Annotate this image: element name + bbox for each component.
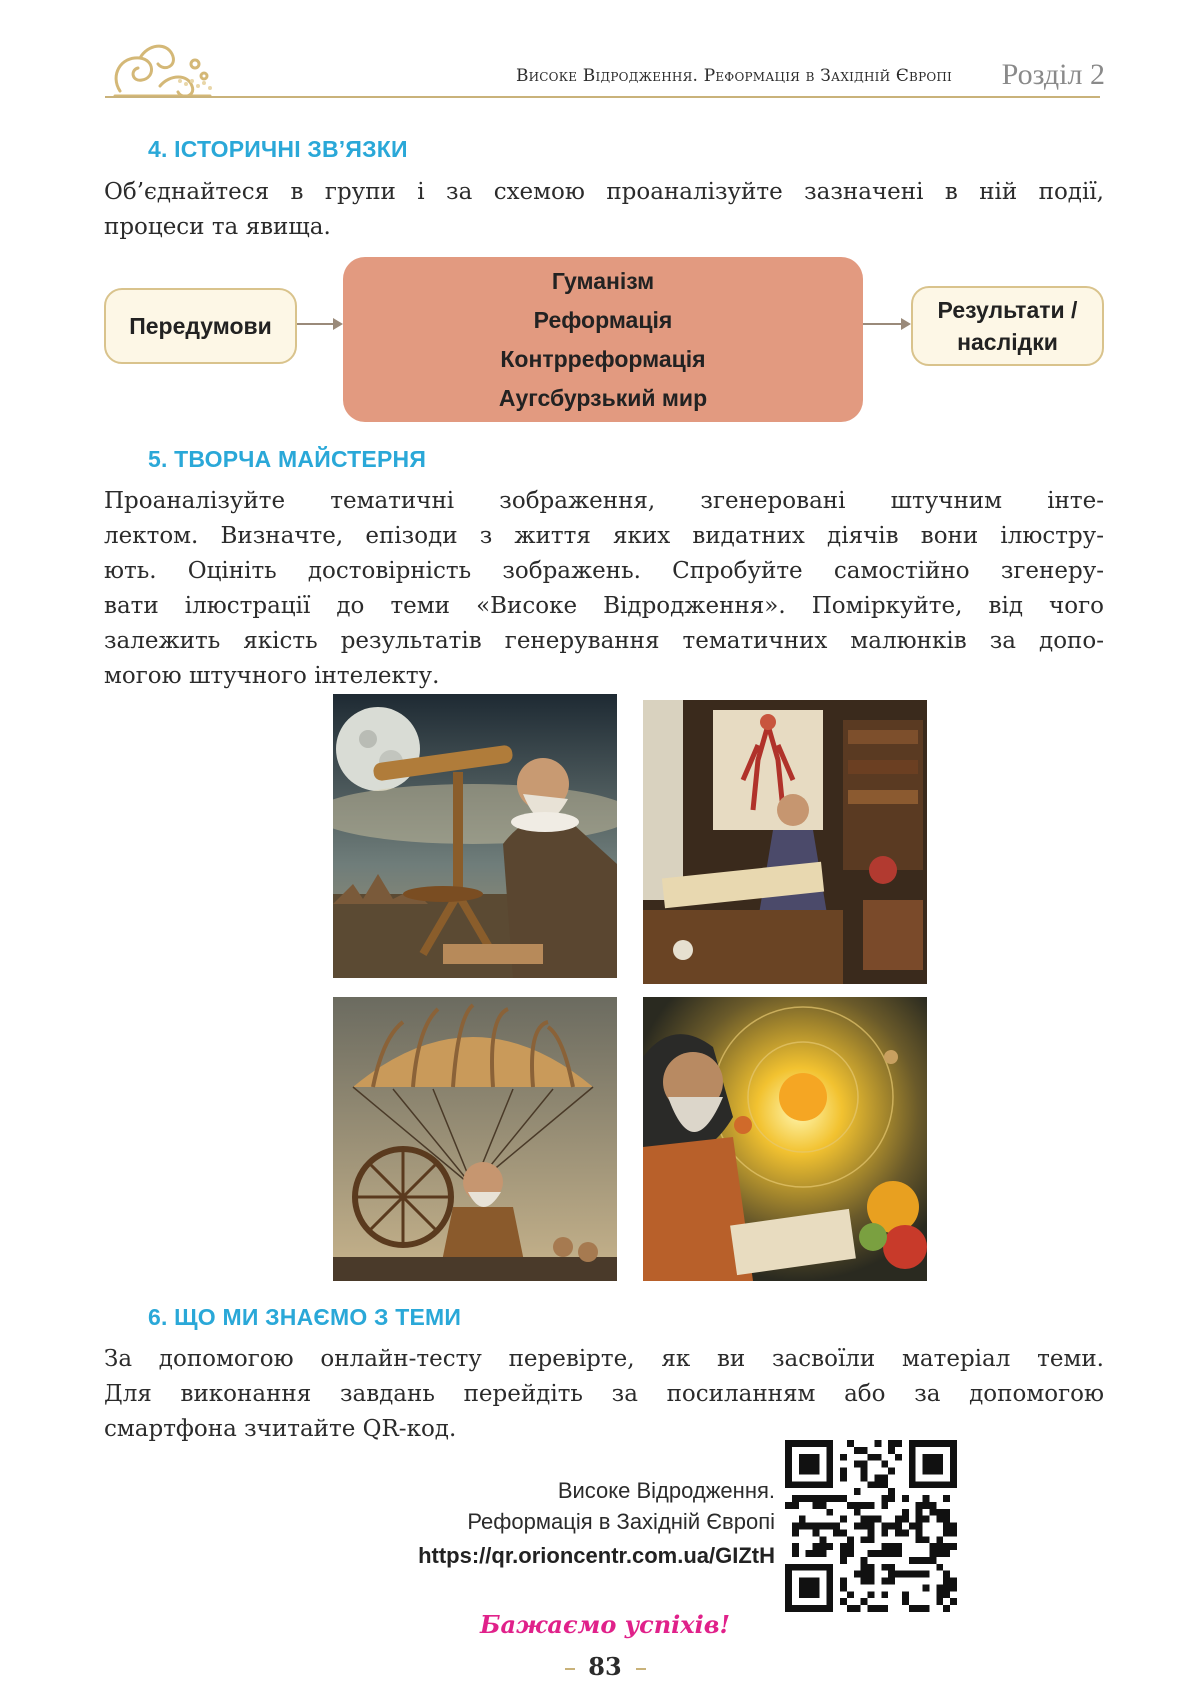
diagram-right-box: [911, 286, 1104, 366]
task5-text: [104, 484, 1104, 694]
solar-system-illustration: [643, 997, 927, 1281]
diagram-center-item: Реформація: [533, 306, 673, 333]
running-title: Високе Відродження. Реформація в Західній Європі: [515, 66, 952, 86]
text-line: Об’єднайтеся в групи і за схемою проаналізуйте зазначені в ній події,: [104, 179, 1104, 205]
text-line: Для виконання завдань перейдіть за посиланням або за допомогою: [104, 1381, 1104, 1407]
task4-text: [104, 175, 1104, 245]
header-rule: [105, 96, 1100, 98]
diagram-center-box: [343, 257, 863, 422]
anatomist-study-illustration: [643, 700, 927, 984]
inventor-parachute-illustration: [333, 997, 617, 1281]
task5-heading: 5. ТВОРЧА МАЙСТЕРНЯ: [148, 446, 427, 472]
text-line: процеси та явища.: [104, 214, 331, 240]
text-line: лектом. Визначте, епізоди з життя яких видатних діячів вони ілюстру-: [104, 523, 1104, 549]
text-line: ють. Оцініть достовірність зображень. Спробуйте самостійно згенеру-: [104, 558, 1104, 584]
page-number: 83: [588, 1652, 622, 1681]
text-line: смартфона зчитайте QR-код.: [104, 1416, 457, 1442]
diagram-right-label: наслідки: [957, 329, 1058, 355]
text-line: вати ілюстрації до теми «Високе Відродження». Поміркуйте, від чого: [104, 593, 1104, 619]
test-link[interactable]: https://qr.orioncentr.com.ua/GIZtH: [418, 1543, 775, 1568]
ai-image-inventor-parachute: [333, 997, 617, 1281]
arrow-right-icon: [863, 317, 911, 331]
ai-image-solar-system: [643, 997, 927, 1281]
text-line: залежить якість результатів генерування тематичних малюнків за допо-: [104, 628, 1104, 654]
qr-caption-line: Реформація в Західній Європі: [467, 1509, 775, 1534]
text-line: Проаналізуйте тематичні зображення, згенеровані штучним інте-: [104, 488, 1104, 514]
task6-text: [104, 1342, 1104, 1447]
text-line: могою штучного інтелекту.: [104, 663, 440, 689]
diagram-left-label: Передумови: [129, 313, 272, 339]
qr-caption-line: Високе Відродження.: [557, 1478, 775, 1503]
task4-heading: 4. ІСТОРИЧНІ ЗВ’ЯЗКИ: [148, 136, 408, 162]
diagram-right-label: Результати /: [937, 297, 1078, 323]
diagram-center-item: Гуманізм: [551, 267, 655, 294]
diagram-center-item: Аугсбурзький мир: [498, 384, 708, 411]
task6-heading: 6. ЩО МИ ЗНАЄМО З ТЕМИ: [148, 1304, 462, 1330]
text-line: За допомогою онлайн-тесту перевірте, як ви засвоїли матеріал теми.: [104, 1346, 1104, 1372]
ai-image-astronomer: [333, 694, 617, 978]
diagram-left-box: [104, 288, 297, 364]
qr-code-icon[interactable]: [785, 1440, 957, 1612]
astronomer-telescope-illustration: [333, 694, 617, 978]
wish-text: Бажаємо успіхів!: [480, 1610, 730, 1639]
diagram-center-item: Контрреформація: [500, 345, 706, 372]
arrow-right-icon: [297, 317, 343, 331]
section-label: Розділ 2: [1001, 58, 1105, 91]
page-number-dash: [636, 1668, 646, 1670]
ai-image-anatomist: [643, 700, 927, 984]
